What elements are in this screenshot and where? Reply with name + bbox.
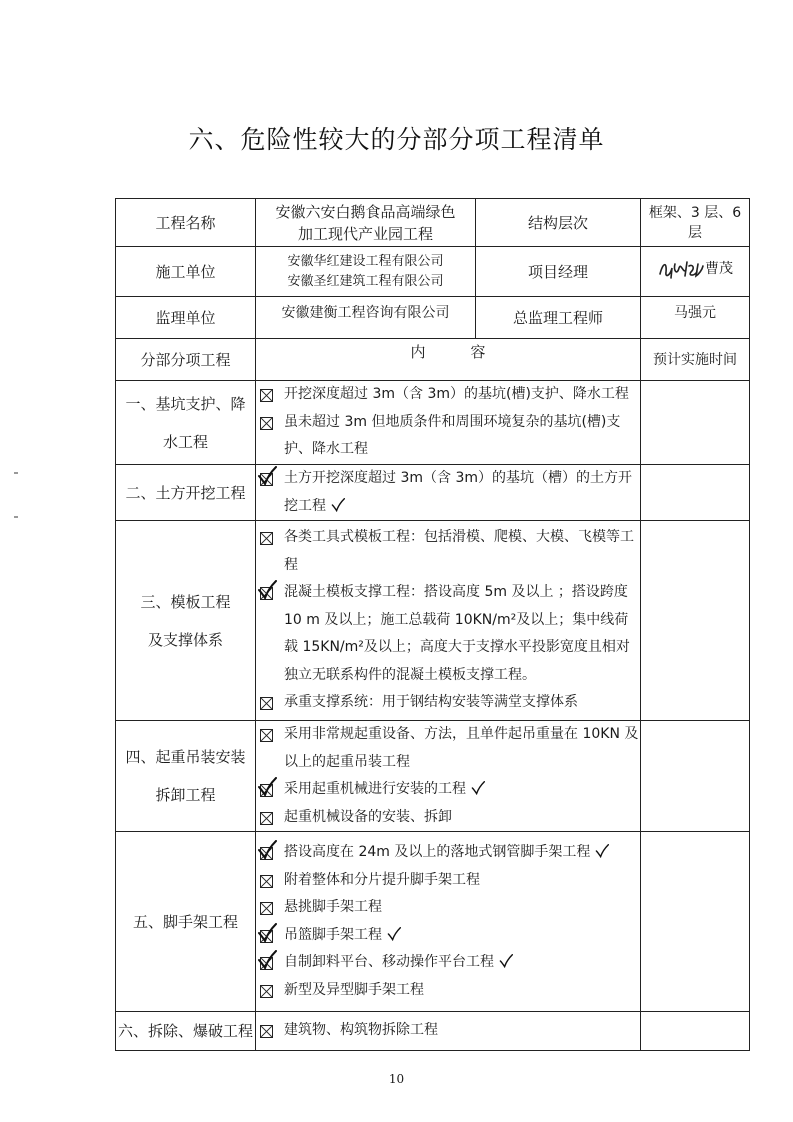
supervision-value: 安徽建衡工程咨询有限公司: [256, 297, 476, 339]
checkbox-icon[interactable]: [260, 784, 273, 797]
checkbox-icon[interactable]: [260, 389, 273, 402]
checkbox-icon[interactable]: [260, 902, 273, 915]
info-row-contractor: [116, 247, 750, 297]
checkbox-icon[interactable]: [260, 532, 273, 545]
checklist-item-text: [284, 1017, 640, 1045]
checklist-item-label: 承重支撑系统：用于钢结构安装等满堂支撑体系: [284, 694, 578, 711]
section-category-line: 三、模板工程: [140, 592, 231, 611]
checklist-item-label: 附着整体和分片提升脚手架工程: [284, 871, 480, 888]
checklist-item-text: [284, 465, 640, 520]
handwritten-tick-icon: [594, 844, 610, 858]
hazard-project-table: [115, 198, 750, 1051]
checklist-item-label: 搭设高度在 24m 及以上的落地式钢管脚手架工程: [284, 844, 591, 860]
section-items: [256, 381, 641, 465]
checklist-item-label: 新型及异型脚手架工程: [284, 981, 424, 998]
contractor-label: 施工单位: [116, 247, 256, 297]
contractor-value: [256, 247, 476, 297]
checklist-item-text: [284, 977, 640, 1005]
checklist-item-text: [284, 894, 640, 922]
checklist-item-label: 采用非常规起重设备、方法，且单件起吊重量在 10KN 及以上的起重吊装工程: [284, 726, 639, 770]
handwritten-check-icon: [257, 580, 277, 600]
structure-line1: 框架、3 层、6: [648, 204, 742, 221]
checklist-item: [256, 409, 640, 464]
contractor-line2: 安徽圣红建筑工程有限公司: [287, 273, 444, 289]
category-header: 分部分项工程: [116, 339, 256, 381]
checklist-item: [256, 381, 640, 409]
structure-value: [641, 199, 750, 247]
handwritten-tick-icon: [386, 927, 402, 941]
chief-engineer-value: 马强元: [641, 297, 750, 339]
checklist-item-text: [284, 776, 640, 804]
contractor-line1: 安徽华红建设工程有限公司: [287, 253, 444, 269]
checklist-item-label: 起重机械设备的安装、拆卸: [284, 808, 452, 825]
checklist-item: [256, 689, 640, 717]
section-category-line: 二、土方开挖工程: [125, 483, 246, 502]
checkbox-icon[interactable]: [260, 812, 273, 825]
handwritten-check-icon: [257, 950, 277, 970]
section-row: [116, 1012, 750, 1051]
section-category-line: 五、脚手架工程: [132, 912, 238, 931]
checklist-item-label: 开挖深度超过 3m（含 3m）的基坑(槽)支护、降水工程: [284, 386, 629, 403]
handwritten-tick-icon: [470, 781, 486, 795]
pm-signature-group: [657, 256, 733, 282]
project-name-line1: 安徽六安白鹅食品高端绿色: [275, 202, 456, 221]
page-number: 10: [388, 1072, 405, 1086]
checklist-item-text: [284, 579, 640, 689]
section-category-line: 水工程: [162, 432, 208, 451]
checklist-item-label: 土方开挖深度超过 3m（含 3m）的基坑（槽）的土方开挖工程: [284, 470, 632, 514]
checklist-item: [256, 465, 640, 520]
checklist-item-label: 虽未超过 3m 但地质条件和周围环境复杂的基坑(槽)支护、降水工程: [284, 413, 621, 458]
checklist-item-label: 采用起重机械进行安装的工程: [284, 781, 466, 797]
checkbox-icon[interactable]: [260, 847, 273, 860]
section-category-line: 四、起重吊装安装: [125, 748, 246, 766]
checklist-item: [256, 867, 640, 895]
section-time-cell: [641, 465, 750, 521]
section-category-line: 拆卸工程: [155, 786, 216, 804]
info-row-project: [116, 199, 750, 247]
content-header: 内 容: [256, 339, 641, 381]
section-row: [116, 465, 750, 521]
checkbox-icon[interactable]: [260, 875, 273, 888]
structure-label: 结构层次: [476, 199, 641, 247]
checkbox-icon[interactable]: [260, 985, 273, 998]
checklist-item: [256, 524, 640, 579]
section-category-line: 六、拆除、爆破工程: [117, 1022, 253, 1040]
checklist-item: [256, 776, 640, 804]
sections-body: [116, 381, 750, 1051]
section-category: [116, 721, 256, 832]
section-time-cell: [641, 381, 750, 465]
section-time-cell: [641, 721, 750, 832]
checkbox-icon[interactable]: [260, 729, 273, 742]
project-name-label: 工程名称: [116, 199, 256, 247]
checklist-item: [256, 721, 640, 776]
handwritten-tick-icon: [330, 498, 346, 512]
checklist-item: [256, 579, 640, 689]
checklist-item-text: [284, 922, 640, 950]
checklist-item-label: 悬挑脚手架工程: [284, 899, 382, 915]
pm-name: 曹茂: [705, 260, 733, 277]
section-category-line: 及支撑体系: [147, 630, 223, 649]
checklist-item-text: [284, 381, 640, 409]
checklist-item-text: [284, 867, 640, 895]
checkbox-icon[interactable]: [260, 930, 273, 943]
checklist-item-text: [284, 839, 640, 867]
chief-engineer-label: 总监理工程师: [476, 297, 641, 339]
section-items: [256, 465, 641, 521]
checklist-item-text: [284, 721, 640, 776]
info-row-supervision: [116, 297, 750, 339]
section-items: [256, 1012, 641, 1051]
checkbox-icon[interactable]: [260, 417, 273, 430]
checklist-item: [256, 804, 640, 832]
checklist-item-text: [284, 804, 640, 832]
section-category: [116, 521, 256, 721]
checklist-item: [256, 977, 640, 1005]
section-items: [256, 721, 641, 832]
checklist-item-label: 吊篮脚手架工程: [284, 926, 382, 943]
section-row: [116, 381, 750, 465]
checklist-item-label: 混凝土模板支撑工程：搭设高度 5m 及以上 ；搭设跨度 10 m 及以上；施工总载荷 10KN/m²及以上；集中线荷载 15KN/m²及以上；高度大于支撑水平投影宽度且相对独立无联系构件的混凝土模板支撑工程。: [284, 584, 630, 683]
checkbox-icon[interactable]: [260, 957, 273, 970]
handwritten-signature: [657, 256, 705, 282]
checklist-item-text: [284, 949, 640, 977]
checklist-item: [256, 922, 640, 950]
supervision-label: 监理单位: [116, 297, 256, 339]
section-category: [116, 1012, 256, 1051]
handwritten-check-icon: [257, 923, 277, 943]
checklist-item-text: [284, 689, 640, 717]
checkbox-icon[interactable]: [260, 1025, 273, 1038]
checklist-item-text: [284, 524, 640, 579]
page-title: 六、危险性较大的分部分项工程清单: [188, 125, 605, 154]
checklist-item: [256, 839, 640, 867]
checklist-item-text: [284, 409, 640, 464]
handwritten-check-icon: [257, 840, 277, 860]
time-header: 预计实施时间: [641, 339, 750, 381]
section-items: [256, 832, 641, 1012]
checkbox-icon[interactable]: [260, 473, 273, 486]
checklist-item-label: 自制卸料平台、移动操作平台工程: [284, 954, 494, 970]
handwritten-check-icon: [257, 466, 277, 486]
scan-mark: [14, 472, 18, 474]
section-row: [116, 832, 750, 1012]
handwritten-check-icon: [257, 777, 277, 797]
section-category: [116, 832, 256, 1012]
section-time-cell: [641, 832, 750, 1012]
section-row: [116, 521, 750, 721]
checklist-item-label: 各类工具式模板工程：包括滑模、爬模、大模、飞模等工程: [284, 529, 634, 573]
structure-line2: 层: [688, 224, 702, 241]
handwritten-tick-icon: [498, 954, 514, 968]
checklist-item: [256, 949, 640, 977]
checkbox-icon[interactable]: [260, 587, 273, 600]
section-category: [116, 465, 256, 521]
section-time-cell: [641, 521, 750, 721]
section-time-cell: [641, 1012, 750, 1051]
project-name-line2: 加工现代产业园工程: [297, 224, 433, 243]
section-items: [256, 521, 641, 721]
pm-label: 项目经理: [476, 247, 641, 297]
scan-mark: [14, 516, 18, 518]
checklist-item-label: 建筑物、构筑物拆除工程: [284, 1022, 438, 1039]
section-row: [116, 721, 750, 832]
checklist-item: [256, 1017, 640, 1045]
section-category-line: 一、基坑支护、降: [125, 394, 246, 413]
checklist-item: [256, 894, 640, 922]
checkbox-icon[interactable]: [260, 697, 273, 710]
table-header-row: [116, 339, 750, 381]
pm-cell: [641, 247, 750, 297]
section-category: [116, 381, 256, 465]
project-name-value: [256, 199, 476, 247]
